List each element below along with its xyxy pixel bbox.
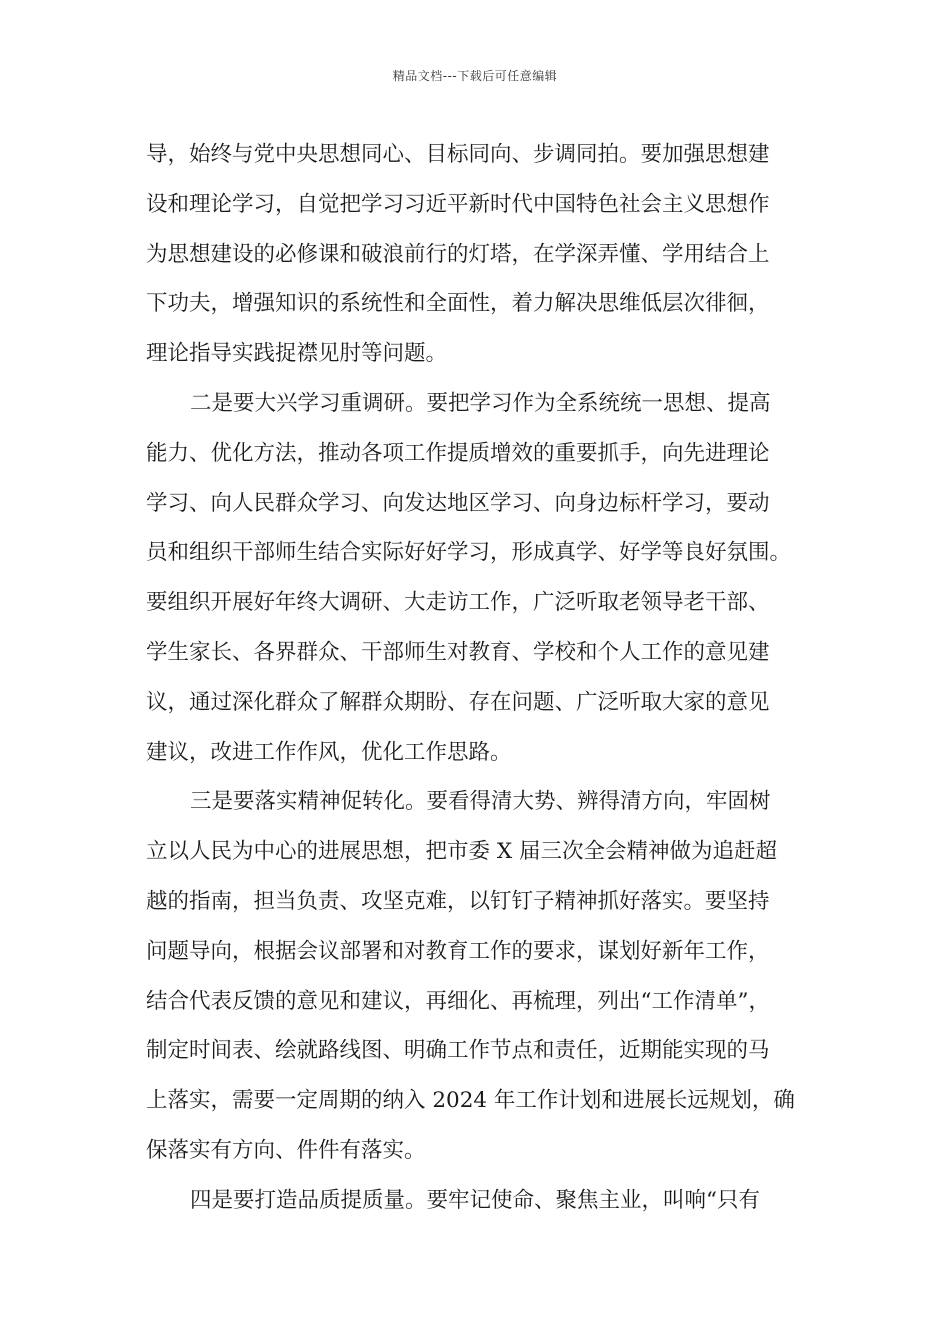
text-line: 学生家长、各界群众、干部师生对教育、学校和个人工作的意见建 [146,639,770,665]
text-line: 学习、向人民群众学习、向发达地区学习、向身边标杆学习，要动 [146,490,770,516]
text-line: 能力、优化方法，推动各项工作提质增效的重要抓手，向先进理论 [146,440,770,466]
text-line: 立以人民为中心的进展思想，把市委 X 届三次全会精神做为追赶超 [146,839,777,865]
text-line: 设和理论学习，自觉把学习习近平新时代中国特色社会主义思想作 [146,191,770,217]
text-line: 理论指导实践捉襟见肘等问题。 [146,341,448,367]
document-body [146,130,821,1226]
text-line: 制定时间表、绘就路线图、明确工作节点和责任，近期能实现的马 [146,1038,770,1064]
page-header: 精品文档---下载后可任意编辑 [392,69,558,83]
text-line: 二是要大兴学习重调研。要把学习作为全系统统一思想、提高 [190,390,771,416]
text-line: 保落实有方向、件件有落实。 [146,1137,426,1163]
text-line: 越的指南，担当负责、攻坚克难，以钉钉子精神抓好落实。要坚持 [146,888,770,914]
text-line: 下功夫，增强知识的系统性和全面性，着力解决思维低层次徘徊， [146,291,770,317]
text-line: 四是要打造品质提质量。要牢记使命、聚焦主业，叫响“只有 [190,1187,760,1213]
text-line: 议，通过深化群众了解群众期盼、存在问题、广泛听取大家的意见 [146,689,770,715]
text-line: 建议，改进工作作风，优化工作思路。 [146,739,512,765]
text-line: 问题导向，根据会议部署和对教育工作的要求，谋划好新年工作， [146,938,770,964]
text-line: 结合代表反馈的意见和建议，再细化、再梳理，列出“工作清单”， [146,988,770,1014]
text-line: 上落实，需要一定周期的纳入 2024 年工作计划和进展长远规划，确 [146,1088,795,1114]
text-line: 为思想建设的必修课和破浪前行的灯塔，在学深弄懂、学用结合上 [146,241,770,267]
text-line: 三是要落实精神促转化。要看得清大势、辨得清方向，牢固树 [190,789,771,815]
text-line: 导，始终与党中央思想同心、目标同向、步调同拍。要加强思想建 [146,142,770,167]
text-line: 员和组织干部师生结合实际好好学习，形成真学、好学等良好氛围。 [146,540,792,566]
text-line: 要组织开展好年终大调研、大走访工作，广泛听取老领导老干部、 [146,590,770,616]
